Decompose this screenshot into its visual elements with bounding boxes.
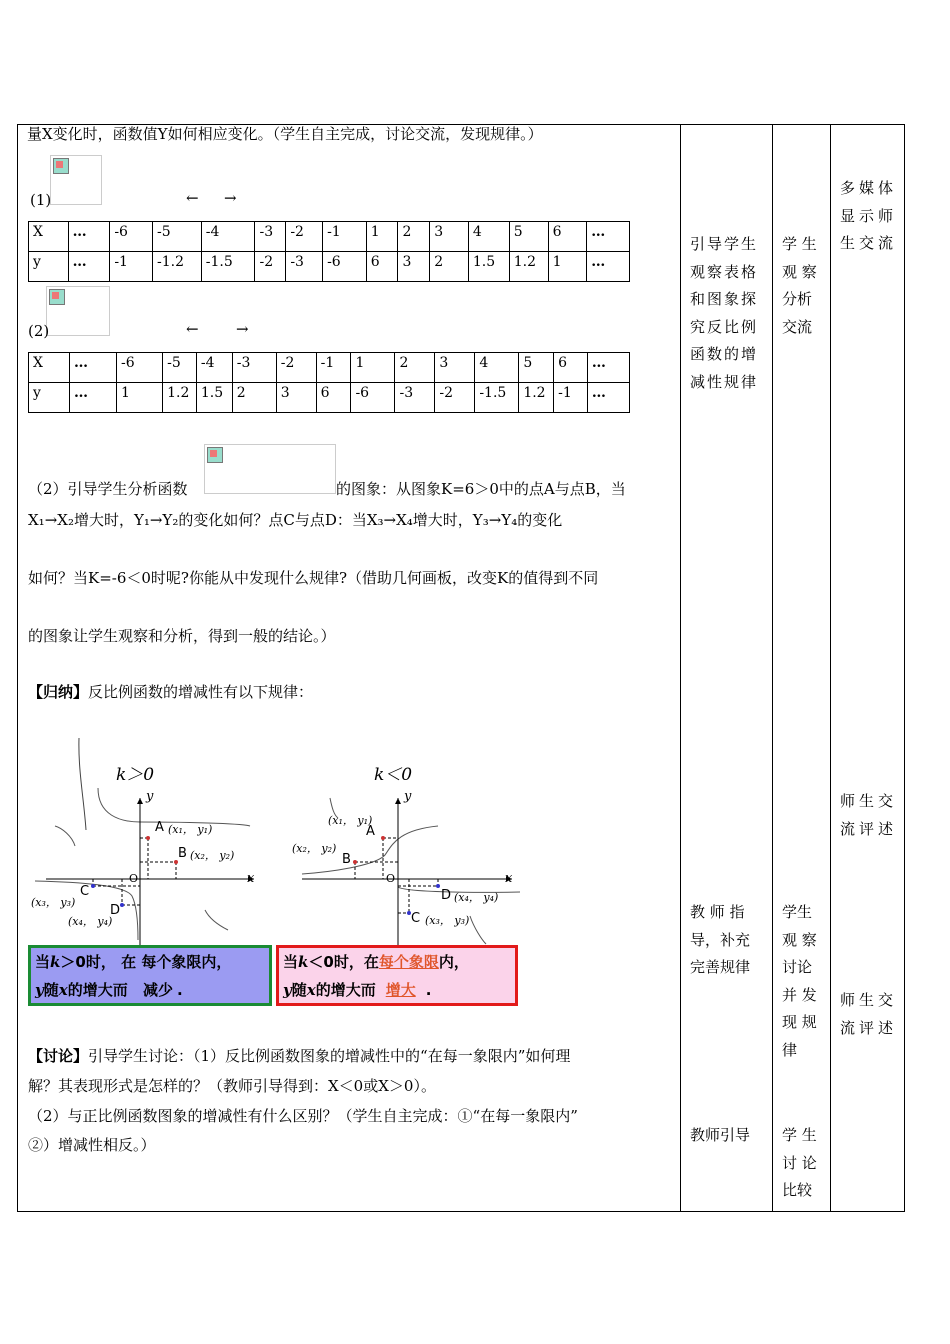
point-a [381, 836, 385, 840]
hyperbola-fragment [470, 916, 486, 944]
graph-right-point-c-coord: (x₃， y₃) [425, 914, 470, 927]
graph-left-point-b-label: B [178, 846, 187, 861]
box-y: y [283, 981, 292, 999]
cell-line: 引导学生 [690, 235, 759, 253]
teacher-activity-3 [690, 1122, 750, 1150]
table-cell: 2 [430, 252, 469, 282]
note-2 [840, 788, 897, 843]
arrow-left-2: ← [186, 320, 199, 338]
cell-line: 学生 [782, 903, 813, 921]
graph-left-point-c-label: C [80, 884, 90, 899]
table-cell: 1.5 [468, 252, 509, 282]
graph-left-point-a-label: A [155, 820, 164, 835]
box-y: y [35, 981, 44, 999]
graph-left-origin: O [129, 872, 139, 885]
box-k: k [298, 953, 309, 971]
cell-line: 比较 [782, 1181, 813, 1199]
cell-line: 现 规 [782, 1013, 817, 1031]
graph-left-y-label: y [146, 789, 154, 804]
discussion-line1 [28, 1046, 570, 1067]
box-text: . [176, 981, 183, 999]
cell-line: 学 生 [782, 235, 817, 253]
graph-left-x-label: x [247, 871, 255, 886]
student-activity-3 [782, 1122, 817, 1205]
summary-text: 反比例函数的增减性有以下规律： [88, 683, 314, 701]
cell-line: 讨 论 [782, 1153, 817, 1172]
table-cell: 4 [468, 222, 509, 252]
graph-right-point-a-coord: (x₁， y₁) [328, 814, 373, 827]
table-cell: -5 [163, 353, 197, 383]
box-x: x [58, 981, 68, 999]
intro-line: 量X变化时，函数值Y如何相应变化。（学生自主完成，讨论交流，发现规律。） [27, 125, 543, 143]
graph-right-point-d-label: D [441, 888, 452, 903]
graph-right-x-label: x [505, 871, 513, 886]
cell-line: 生交流 [840, 234, 898, 252]
table-cell: … [68, 252, 110, 282]
table-cell: … [587, 222, 630, 252]
table-cell: -1.5 [475, 383, 519, 413]
discussion-tag: 【讨论】 [28, 1047, 89, 1065]
point-d [436, 884, 440, 888]
table-cell: -3 [395, 383, 435, 413]
table-cell: … [69, 353, 116, 383]
discussion-line2: 解？其表现形式是怎样的？（教师引导得到：X＜0或X＞0）。 [28, 1077, 436, 1095]
table-cell: -6 [351, 383, 395, 413]
graph-right-point-a-label: A [366, 824, 375, 839]
cell-line: 教 师 指 [690, 903, 745, 921]
box-text: 的增大而 [67, 981, 128, 999]
table-cell: 6 [366, 252, 398, 282]
box-answer: 减少 [142, 981, 173, 999]
table-cell: 2 [395, 353, 435, 383]
table-cell: -2 [276, 353, 316, 383]
box-text: 当 [283, 953, 299, 971]
table2-label: (2) [28, 322, 50, 340]
arrow-right-1: → [224, 189, 237, 207]
box-quadrant: 每个象限 [378, 953, 439, 971]
table-cell: 1 [366, 222, 398, 252]
arrow-right-2: → [236, 320, 249, 338]
cell-line: 观察表格 [690, 262, 759, 281]
arrow-left-1: ← [186, 189, 199, 207]
box-text: 当 [35, 953, 51, 971]
box-text: . [425, 981, 432, 999]
analysis-suffix: 的图象：从图象K=6＞0中的点A与点B，当 [336, 480, 626, 498]
box-text: 随 [43, 981, 59, 999]
table-cell: 6 [554, 353, 588, 383]
table-cell: 1.2 [519, 383, 554, 413]
table-cell: … [587, 252, 630, 282]
graph-right-y-label: y [404, 789, 412, 804]
cell-line: 显示师 [840, 206, 898, 225]
table-cell: … [69, 383, 116, 413]
table-cell: 1.2 [509, 252, 548, 282]
cell-line: 导，补充 [690, 930, 751, 949]
table-cell: -6 [117, 353, 163, 383]
student-activity-1 [782, 231, 817, 341]
box-k: k [50, 953, 61, 971]
box-text: 随 [291, 981, 307, 999]
graph-right-point-b-label: B [342, 852, 351, 867]
cell-line: 教师引导 [690, 1126, 751, 1144]
table-cell: 3 [398, 252, 430, 282]
point-d [120, 903, 124, 907]
cell-line: 律 [782, 1040, 798, 1059]
cell-line: 学 生 [782, 1126, 817, 1144]
conclusion-box-positive-k [28, 945, 272, 1006]
point-a [146, 836, 150, 840]
table-cell: 1.5 [196, 383, 232, 413]
table-cell: -6 [323, 252, 367, 282]
table-cell: 1.2 [163, 383, 197, 413]
table-cell: … [587, 383, 629, 413]
hyperbola-fragment [79, 738, 86, 830]
table1-label: (1) [30, 191, 52, 209]
table-cell: 5 [519, 353, 554, 383]
table-cell: X [29, 222, 69, 252]
table-cell: y [29, 383, 70, 413]
graph-right-point-b-coord: (x₂， y₂) [292, 842, 337, 855]
table-cell: -3 [232, 353, 276, 383]
table-cell: 3 [430, 222, 469, 252]
table-cell: 3 [435, 353, 475, 383]
table-cell: 4 [475, 353, 519, 383]
table-cell: -1.2 [152, 252, 201, 282]
discussion-line4: ②）增减性相反。） [28, 1136, 156, 1154]
cell-line: 观 察 [782, 262, 817, 281]
box-quadrant: 每个象限 [141, 953, 202, 971]
cell-line: 多媒体 [840, 179, 898, 197]
box-text: ＜0时，在 [308, 953, 379, 971]
table-cell: 5 [509, 222, 548, 252]
student-activity-2 [782, 899, 817, 1064]
table-cell: 6 [548, 222, 587, 252]
teacher-activity-2 [690, 899, 750, 982]
table-cell: 1 [351, 353, 395, 383]
cell-line: 并 发 [782, 985, 817, 1004]
cell-line: 交流 [782, 317, 813, 336]
graph-left-point-d-coord: (x₄， y₄) [68, 915, 113, 928]
cell-line: 完善规律 [690, 958, 751, 976]
discussion-text: 引导学生讨论：（1）反比例函数图象的增减性中的“在每一象限内”如何理 [88, 1047, 571, 1065]
cell-line: 流评述 [840, 1018, 898, 1037]
summary-tag: 【归纳】 [28, 683, 89, 701]
cell-line: 流评述 [840, 819, 898, 838]
note-3 [840, 987, 897, 1042]
graph-left-point-a-coord: (x₁， y₁) [168, 823, 213, 836]
cell-line: 观 察 [782, 930, 817, 949]
graph-right-point-c-label: C [411, 911, 421, 926]
table-cell: X [29, 353, 70, 383]
box-text: ＞0时， 在 [60, 953, 137, 971]
graph-left-point-d-label: D [110, 903, 121, 918]
table-cell: 3 [276, 383, 316, 413]
graph-right-origin: O [386, 872, 396, 885]
table-cell: 2 [398, 222, 430, 252]
hyperbola-fragment [55, 826, 75, 846]
graph-left-title: k＞0 [116, 765, 155, 785]
table-cell: 6 [316, 383, 351, 413]
cell-line: 师生交 [840, 792, 898, 810]
table-cell: -2 [435, 383, 475, 413]
table-cell: … [587, 353, 629, 383]
table-cell: -1 [110, 252, 153, 282]
cell-line: 减性规律 [690, 372, 759, 391]
table-cell: -1 [316, 353, 351, 383]
table-cell: … [68, 222, 110, 252]
table-cell: y [29, 252, 69, 282]
box-x: x [306, 981, 316, 999]
table-cell: -6 [110, 222, 153, 252]
box-text: 的增大而 [315, 981, 376, 999]
table-cell: -1.5 [201, 252, 255, 282]
table-cell: -1 [554, 383, 588, 413]
analysis-line4: 的图象让学生观察和分析，得到一般的结论。） [28, 627, 336, 645]
analysis-line2: X₁→X₂增大时，Y₁→Y₂的变化如何？点C与点D：当X₃→X₄增大时，Y₃→Y₄的变化 [28, 511, 563, 529]
table-cell: -3 [255, 222, 286, 252]
cell-line: 函数的增 [690, 345, 759, 363]
cell-line: 讨论 [782, 958, 813, 976]
graph-right-title: k＜0 [374, 765, 413, 785]
point-b [353, 860, 357, 864]
table-cell: -2 [255, 252, 286, 282]
graph-right-point-d-coord: (x₄， y₄) [454, 891, 499, 904]
cell-line: 分析 [782, 290, 813, 308]
table-cell: 2 [232, 383, 276, 413]
cell-line: 师生交 [840, 991, 898, 1009]
cell-line: 和图象探 [690, 290, 759, 308]
analysis-prefix: （2）引导学生分析函数 [28, 480, 188, 498]
graph-left-point-c-coord: (x₃， y₃) [31, 896, 76, 909]
table-cell: 1 [548, 252, 587, 282]
teacher-activity-1 [690, 231, 758, 396]
hyperbola-fragment [205, 910, 228, 930]
table-cell: -2 [286, 222, 323, 252]
point-c [91, 884, 95, 888]
note-1 [840, 175, 897, 258]
box-answer: 增大 [385, 981, 416, 999]
table-cell: 1 [117, 383, 163, 413]
graph-left-point-b-coord: (x₂， y₂) [190, 849, 235, 862]
table-cell: -5 [152, 222, 201, 252]
discussion-line3: （2）与正比例函数图象的增减性有什么区别？（学生自主完成：①“在每一象限内” [28, 1107, 578, 1125]
cell-line: 究反比例 [690, 317, 759, 336]
table-cell: -4 [201, 222, 255, 252]
box-text: 内， [201, 953, 232, 971]
analysis-line3: 如何？当K=-6＜0时呢?你能从中发现什么规律?（借助几何画板，改变K的值得到不同 [28, 569, 599, 587]
table-cell: -4 [196, 353, 232, 383]
box-text: 内， [438, 953, 469, 971]
conclusion-box-negative-k [276, 945, 518, 1006]
table-cell: -3 [286, 252, 323, 282]
table-cell: -1 [323, 222, 367, 252]
